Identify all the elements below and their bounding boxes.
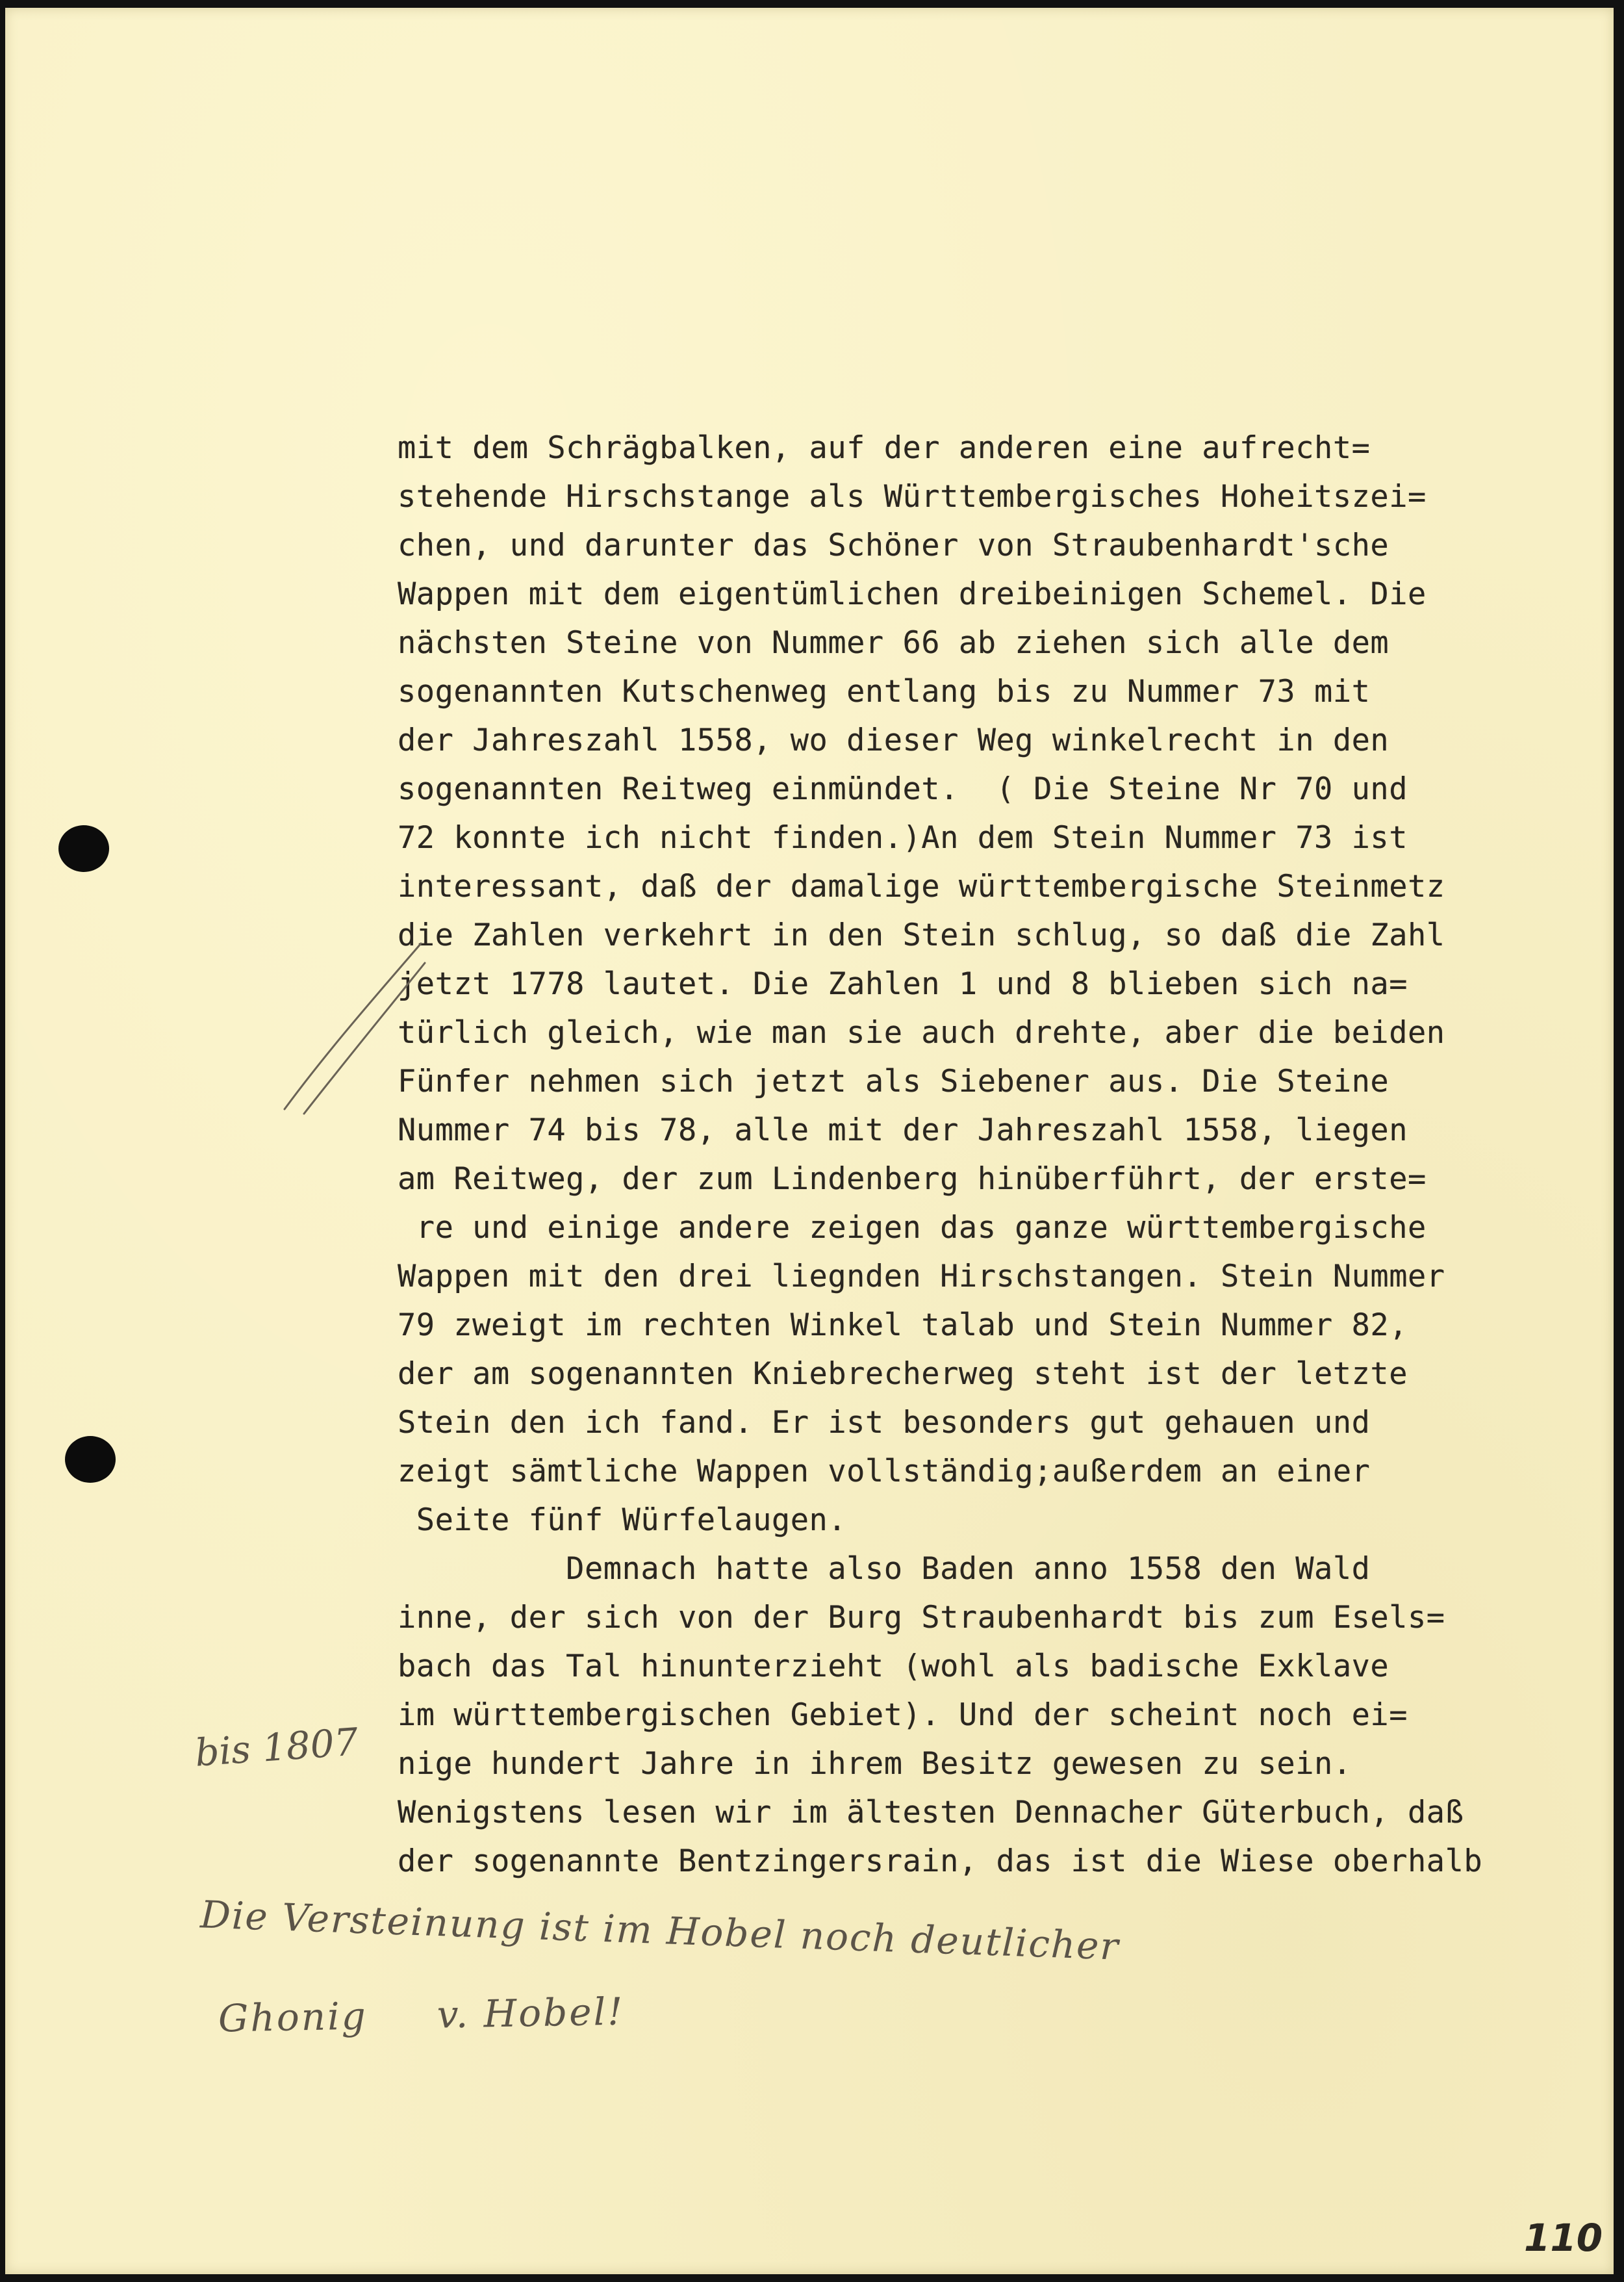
text-line: nige hundert Jahre in ihrem Besitz gewesen zu sein. <box>398 1746 1352 1782</box>
text-line: Nummer 74 bis 78, alle mit der Jahreszahl 1558, liegen <box>398 1112 1408 1148</box>
text-line: inne, der sich von der Burg Straubenhardt bis zum Esels= <box>398 1600 1445 1635</box>
text-line: am Reitweg, der zum Lindenberg hinüberführt, der erste= <box>398 1161 1427 1197</box>
text-line: der Jahreszahl 1558, wo dieser Weg winkelrecht in den <box>398 723 1389 758</box>
text-line: Seite fünf Würfelaugen. <box>398 1502 847 1538</box>
text-line: stehende Hirschstange als Württembergisches Hoheitszei= <box>398 479 1427 515</box>
text-line: Demnach hatte also Baden anno 1558 den Wald <box>398 1551 1371 1587</box>
text-line: Wenigstens lesen wir im ältesten Dennacher Güterbuch, daß <box>398 1795 1464 1830</box>
text-line: Fünfer nehmen sich jetzt als Siebener aus. Die Steine <box>398 1064 1389 1099</box>
text-line: Wappen mit dem eigentümlichen dreibeinigen Schemel. Die <box>398 576 1427 612</box>
text-line: im württembergischen Gebiet). Und der scheint noch ei= <box>398 1697 1408 1733</box>
text-line: re und einige andere zeigen das ganze württembergische <box>398 1210 1427 1246</box>
text-line: nächsten Steine von Nummer 66 ab ziehen sich alle dem <box>398 625 1389 661</box>
handwritten-bottom-note: Ghonig v. Hobel! <box>218 1989 625 2041</box>
text-line: 79 zweigt im rechten Winkel talab und Stein Nummer 82, <box>398 1307 1408 1343</box>
document-page <box>5 8 1614 2274</box>
text-line: Stein den ich fand. Er ist besonders gut gehauen und <box>398 1405 1371 1441</box>
text-line: 72 konnte ich nicht finden.)An dem Stein Nummer 73 ist <box>398 820 1408 856</box>
text-line: sogenannten Kutschenweg entlang bis zu Nummer 73 mit <box>398 674 1371 710</box>
text-line: jetzt 1778 lautet. Die Zahlen 1 und 8 blieben sich na= <box>398 966 1408 1002</box>
text-line: sogenannten Reitweg einmündet. ( Die Steine Nr 70 und <box>398 771 1408 807</box>
text-line: die Zahlen verkehrt in den Stein schlug, so daß die Zahl <box>398 917 1445 953</box>
text-line: interessant, daß der damalige württembergische Steinmetz <box>398 869 1445 904</box>
page-number: 110 <box>1524 2216 1603 2260</box>
handwritten-bottom-note: Die Versteinung ist im Hobel noch deutlicher <box>199 1892 1121 1969</box>
text-line: chen, und darunter das Schöner von Straubenhardt'sche <box>398 528 1389 563</box>
text-line: bach das Tal hinunterzieht (wohl als badische Exklave <box>398 1648 1389 1684</box>
text-line: der am sogenannten Kniebrecherweg steht ist der letzte <box>398 1356 1408 1392</box>
text-line: türlich gleich, wie man sie auch drehte, aber die beiden <box>398 1015 1445 1051</box>
text-line: mit dem Schrägbalken, auf der anderen eine aufrecht= <box>398 430 1371 466</box>
margin-double-stroke-mark <box>272 937 427 1119</box>
text-line: zeigt sämtliche Wappen vollständig;außerdem an einer <box>398 1454 1371 1489</box>
handwritten-margin-note: bis 1807 <box>193 1719 360 1775</box>
text-line: Wappen mit den drei liegnden Hirschstangen. Stein Nummer <box>398 1259 1445 1294</box>
text-line: der sogenannte Bentzingersrain, das ist die Wiese oberhalb <box>398 1843 1483 1879</box>
